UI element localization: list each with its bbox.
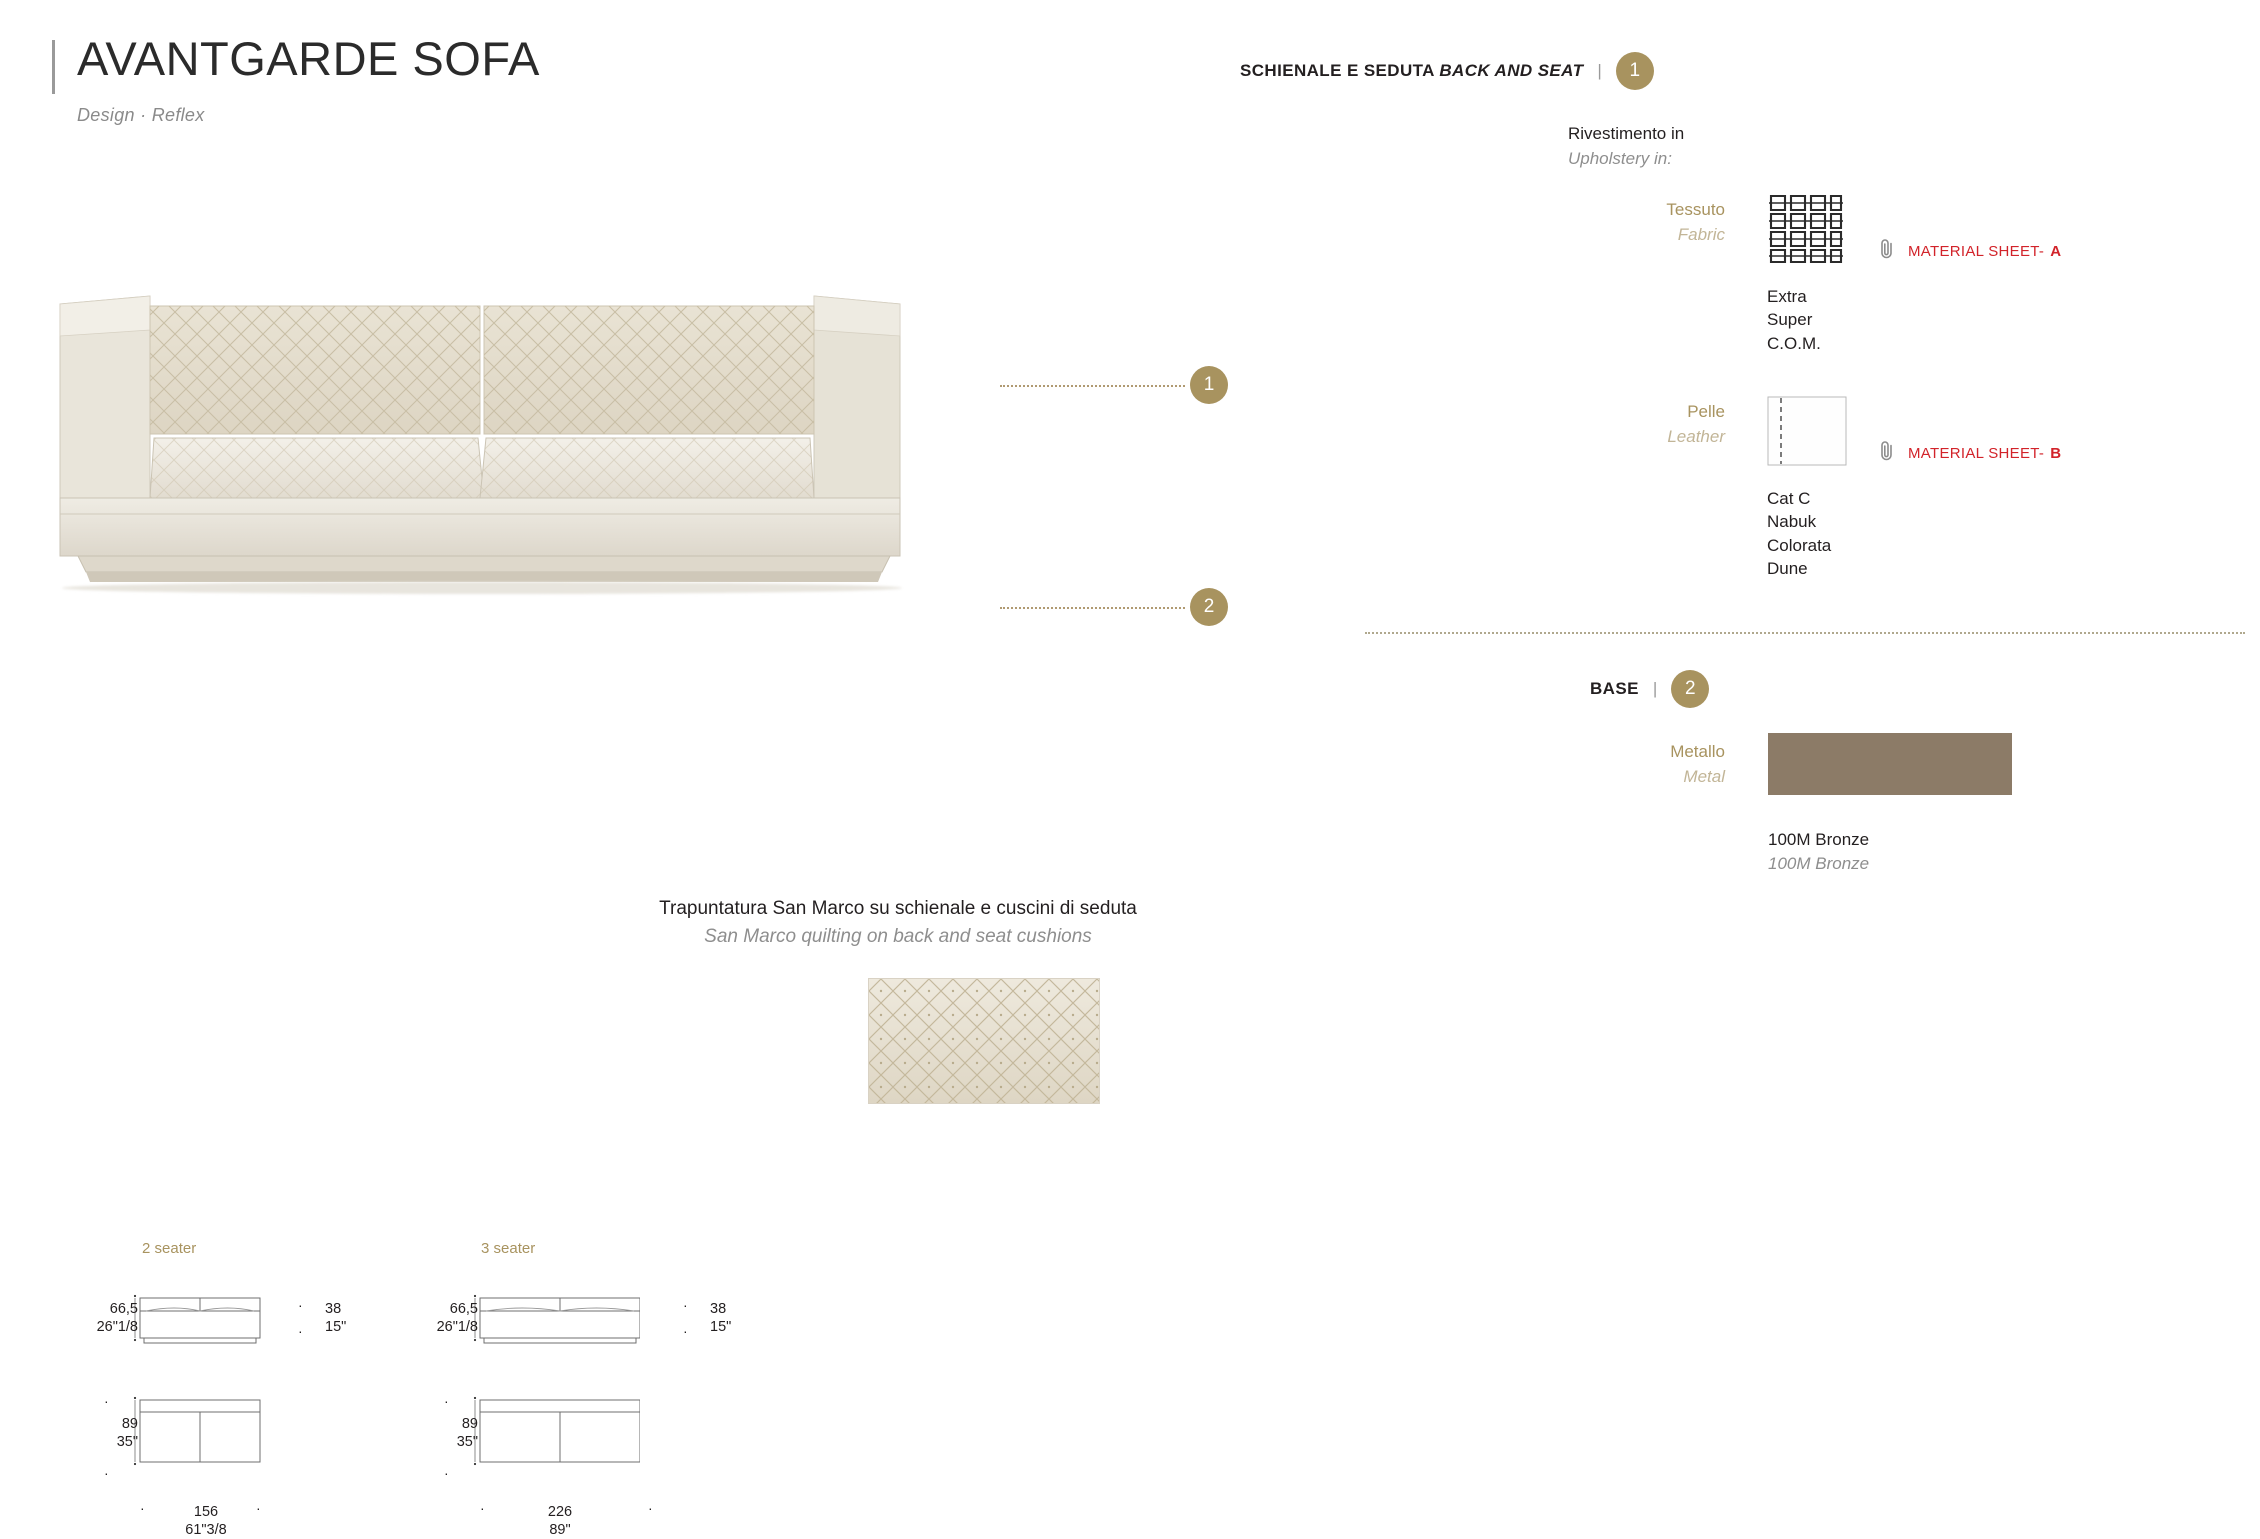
- section-header-base: [1590, 670, 1709, 708]
- upholstery-heading-en: Upholstery in:: [1568, 148, 1672, 168]
- material-sheet-link-b-label: MATERIAL SHEET-: [1908, 444, 2045, 462]
- dim-3seater-depth-top: 38 15": [710, 1301, 732, 1336]
- material-label-metal: [1500, 740, 1725, 789]
- dim-tick: ·: [140, 1500, 145, 1516]
- material-sheet-link-a-label: MATERIAL SHEET-: [1908, 242, 2045, 260]
- quilting-note-en: San Marco quilting on back and seat cushions: [704, 926, 1092, 947]
- material-label-leather: [1500, 400, 1725, 449]
- material-sheet-link-b[interactable]: [1878, 440, 2061, 466]
- dim-tick: ·: [444, 1393, 449, 1409]
- dim-2seater-depth-plan: 89 35": [116, 1416, 138, 1451]
- material-desc-metal-en: 100M Bronze: [1768, 853, 1870, 873]
- material-desc-leather-line3: Colorata: [1767, 535, 1832, 555]
- dim-tick: ·: [480, 1500, 485, 1516]
- material-desc-metal: [1768, 828, 1869, 876]
- sofa-illustration: [54, 290, 1004, 620]
- dim-tick: ·: [256, 1500, 261, 1516]
- section-1-separator: |: [1597, 61, 1602, 80]
- quilting-note-it: Trapuntatura San Marco su schienale e cuscini di seduta: [659, 898, 1137, 919]
- section-1-title-it: SCHIENALE E SEDUTA: [1240, 61, 1435, 80]
- section-1-badge: 1: [1616, 52, 1654, 90]
- dim-tick: ·: [298, 1323, 303, 1339]
- material-label-leather-it: Pelle: [1687, 402, 1725, 421]
- product-title: AVANTGARDE SOFA: [77, 32, 540, 85]
- dim-tick: ·: [683, 1297, 688, 1313]
- material-sheet-link-a[interactable]: [1878, 238, 2061, 264]
- material-desc-metal-it: 100M Bronze: [1768, 830, 1870, 849]
- material-desc-fabric-line2: Super: [1767, 310, 1813, 330]
- quilting-swatch: [868, 978, 1100, 1104]
- callout-badge-2[interactable]: 2: [1190, 588, 1228, 626]
- fabric-weave-icon: [1767, 190, 1845, 268]
- product-photo: [54, 290, 1004, 620]
- material-desc-leather-line4: Dune: [1767, 559, 1808, 579]
- material-desc-fabric-line1: Extra: [1767, 287, 1807, 306]
- dim-3seater-depth-plan: 89 35": [456, 1416, 478, 1451]
- variant-label-3seater: 3 seater: [481, 1240, 536, 1257]
- callout-badge-1[interactable]: 1: [1190, 366, 1228, 404]
- swatch-fabric: [1767, 190, 1845, 268]
- section-1-title-en: BACK AND SEAT: [1439, 61, 1584, 80]
- page-title: [52, 34, 540, 126]
- material-desc-leather-line1: Cat C: [1767, 489, 1811, 508]
- upholstery-heading: [1568, 122, 1684, 171]
- material-label-leather-en: Leather: [1667, 426, 1725, 446]
- section-2-separator: |: [1652, 679, 1658, 698]
- callout-leader-1: [1000, 385, 1185, 387]
- section-header-back-and-seat: [1240, 52, 1654, 90]
- section-2-badge: 2: [1671, 670, 1709, 708]
- quilting-note: [588, 898, 1208, 948]
- dim-3seater-height: 66,5 26"1/8: [436, 1301, 478, 1336]
- section-divider: [1365, 632, 2245, 634]
- material-label-fabric-it: Tessuto: [1666, 200, 1725, 219]
- paperclip-icon: [1878, 440, 1896, 466]
- dim-tick: ·: [104, 1465, 109, 1481]
- quilting-swatch-image: [869, 979, 1099, 1103]
- material-sheet-letter-a: A: [2050, 242, 2062, 260]
- material-desc-leather-line2: Nabuk: [1767, 512, 1817, 532]
- dim-tick: ·: [298, 1297, 303, 1313]
- dim-2seater-depth-top: 38 15": [325, 1301, 347, 1336]
- section-2-title: BASE: [1590, 679, 1639, 698]
- dim-tick: ·: [648, 1500, 653, 1516]
- swatch-leather: [1767, 396, 1847, 466]
- designer-credit: Design · Reflex: [77, 105, 205, 126]
- dim-tick: ·: [444, 1465, 449, 1481]
- callout-leader-2: [1000, 607, 1185, 609]
- dim-2seater-width: 156 61"3/8: [185, 1504, 227, 1539]
- title-divider: [52, 40, 55, 94]
- material-label-fabric-en: Fabric: [1677, 224, 1725, 244]
- material-label-metal-it: Metallo: [1670, 742, 1725, 761]
- material-label-fabric: [1500, 198, 1725, 247]
- material-desc-fabric-line3: C.O.M.: [1767, 333, 1821, 353]
- material-label-metal-en: Metal: [1683, 766, 1725, 786]
- dim-2seater-height: 66,5 26"1/8: [96, 1301, 138, 1336]
- dim-3seater-width: 226 89": [547, 1504, 573, 1539]
- upholstery-heading-it: Rivestimento in: [1568, 124, 1685, 143]
- dim-tick: ·: [104, 1393, 109, 1409]
- paperclip-icon: [1878, 238, 1896, 264]
- material-sheet-letter-b: B: [2050, 444, 2062, 462]
- section-1-title: [1240, 61, 1583, 81]
- dim-tick: ·: [683, 1323, 688, 1339]
- material-desc-fabric: [1767, 285, 1821, 355]
- swatch-metal-bronze: [1768, 733, 2012, 795]
- variant-label-2seater: 2 seater: [142, 1240, 197, 1257]
- material-desc-leather: [1767, 487, 1831, 581]
- leather-swatch-icon: [1767, 396, 1847, 466]
